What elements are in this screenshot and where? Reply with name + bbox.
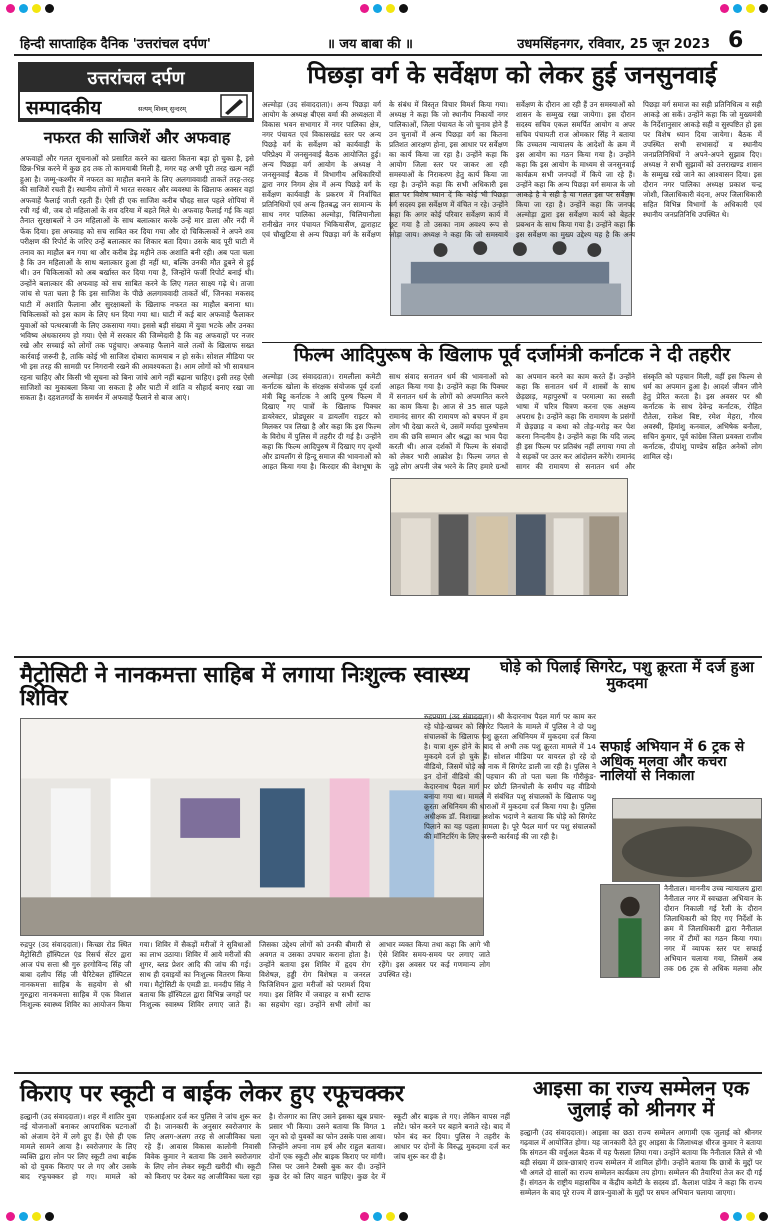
quill-pen-icon [220,94,248,118]
header-paper-label: हिन्दी साप्ताहिक दैनिक 'उत्तरांचल दर्पण' [20,37,211,52]
masthead-section-title: सम्पादकीय [26,97,102,119]
bottom-left-color-dots [6,1212,54,1221]
masthead-paper-name: उत्तरांचल दर्पण [87,68,185,89]
health-camp-headline: मैट्रोसिटी ने नानकमत्ता साहिब में लगाया निःशुल्क स्वास्थ्य शिविर [20,663,470,712]
worker-photo [600,884,660,978]
masthead-box [18,62,254,122]
editorial-body: अफवाहों और गलत सूचनाओं को प्रसारित करने का खतरा कितना बड़ा हो चुका है, इसे छिन्न-भिन्न करने में कुछ हद तक तो कामयाबी मिली है, मगर यह अभी पूरी तरह खत्म नहीं हुआ है। जम्मू-कश्मीर में नफरत का माहौल बनाने के लिए अलगाववादी ताकतें तरह-तरह की साजिशें रचती हैं। स्थानीय लोगों में भारत सरकार और व्यवस्था के खिलाफ अक्सर वहां अफवाहें फैलाई जाती रहती हैं। ऐसी ही एक साजिश करीब चौदह साल पहले शोपियां में रची गई थी, जब दो महिलाओं के शव दरिया में बहते मिले थे। अफवाह फैलाई गई कि वहां तैनात सुरक्षाबलों ने उन महिलाओं के साथ बलात्कार करके उन्हें मार डाला और नदी में फेंक दिया। इस अफवाह को सच साबित कर दिया गया और दो चिकित्सकों ने अपने शव परीक्षण की रिपोर्ट के जरिए उन्हें बलात्कार का शिकार बता दिया। उसके बाद पूरी घाटी में तनाव का माहौल बन गया था और करीब डेढ़ महीने तक अशांति बनी रही। अब पता चला है कि उन महिलाओं के साथ बलात्कार हुआ ही नहीं था, बल्कि उनकी मौत डूबने से हुई थी। उन चिकित्सकों को अब बर्खास्त कर दिया गया है, जिन्होंने फर्जी रिपोर्ट बनाई थी। उन्होंने बलात्कार की अफवाह को सच साबित करने के लिए गलत साक्ष्य गढ़े थे। ताजा जांच से पता चला है कि इस साजिश के पीछे अलगाववादी ताकतें थीं, जिनका मकसद घाटी में अशांति फैलाना और सुरक्षाबलों के खिलाफ नफरत का माहौल बनाना था। चिकित्सकों को इस काम के लिए धन दिया गया था। घाटी में कई बार अफवाहें फैलाकर युवाओं को पत्थरबाजी के लिए उकसाया गया। इससे बड़ी संख्या में युवा भटके और उनका भविष्य अंधकारमय हो गया। ऐसे में सरकार की जिम्मेदारी है कि वह अफवाहों पर नजर रखे और सच्चाई को लोगों तक पहुंचाए। अफवाह फैलाने वाले तत्वों के खिलाफ सख्त कार्रवाई जरूरी है, ताकि कोई भी साजिश दोबारा कामयाब न हो सके। सोशल मीडिया पर भी इस तरह की सामग्री पर निगरानी रखने की आवश्यकता है। आम लोगों को भी सावधान रहना चाहिए और किसी भी सूचना को बिना जांचे आगे नहीं बढ़ाना चाहिए। इसी तरह ऐसी साजिशों का मुकाबला किया जा सकता है और घाटी में शांति व सौहार्द बनाए रखा जा सकता है। दहशतगर्दों के समर्थन में अफवाहें फैलाने से बाज आएं। [20,154,254,403]
aisa-conference-body: हल्द्वानी (उद संवाददाता)। आइसा का छठा राज्य सम्मेलन आगामी एक जुलाई को श्रीनगर गढ़वाल में आयोजित होगा। यह जानकारी देते हुए आइसा के जिलाध्यक्ष धीरज कुमार ने बताया कि संगठन की वर्चुअल बैठक में यह फैसला लिया गया। उन्होंने बताया कि नैनीताल जिले से भी बड़ी संख्या में छात्र-छात्राएं राज्य सम्मेलन में शामिल होंगी। उन्होंने बताया कि छात्रों के मुद्दों पर भी अगले दो सालों का राज्य सम्मेलन कार्यक्रम तय होगा। सम्मेलन की तैयारियां तेज कर दी गई हैं। संगठन के राष्ट्रीय महासचिव व केंद्रीय कमेटी के सदस्य डॉ. कैलाश पांडेय ने कहा कि राज्य सम्मेलन के बाद पूरे राज्य में छात्र-युवाओं के मुद्दों पर सघन अभियान चलाया जाएगा। [520,1128,762,1197]
debris-photo [612,798,762,882]
masthead-tagline: सत्यम् शिवम् सुन्दरम् [138,105,187,113]
top-right-color-dots [720,4,768,13]
obc-survey-headline: पिछड़ा वर्ग के सर्वेक्षण को लेकर हुई जनसुनवाई [307,61,717,89]
adipurush-headline: फिल्म आदिपुरूष के खिलाफ पूर्व दर्जामंत्री कर्नाटक ने दी तहरीर [293,344,731,366]
adipurush-body: अल्मोड़ा (उद संवाददाता)। रामलीला कमेटी कर्नाटक खोला के संरक्षक संयोजक पूर्व दर्जा मंत्री बिट्टू कर्नाटक ने आदि पुरुष फिल्म में दिखाए गए पात्रों के खिलाफ पिक्चर डायरेक्टर, प्रोड्यूसर व डायलॉग राइटर को मिलकर पत्र लिखा है और कहा कि इस फिल्म के विरोध में पुलिस में तहरीर दी गई है। उन्होंने कहा कि फिल्म आदिपुरुष में दिखाए गए दृश्यों और डायलॉग से हिन्दू समाज की भावनाओं को आहत किया गया है। किरदार की वेशभूषा के साथ संवाद सनातन धर्म की भावनाओं को आहत किया गया है। उन्होंने कहा कि पिक्चर में सनातन धर्म के लोगों को अपमानित करने का काम किया है। आज से 35 साल पहले रामानंद सागर की रामायण को बचपन में हम लोग भी देखा करते थे, उसमें मर्यादा पुरुषोत्तम राम की छवि सम्मान और श्रद्धा का भाव पैदा करती थी। आज दर्शकों में फिल्म के संवादों को लेकर भारी आक्रोश है। फिल्म जगत से जुड़े लोग अपनी जेब भरने के लिए हमारे ग्रन्थों का अपमान करने का काम करते हैं। उन्होंने कहा कि सनातन धर्म में शास्त्रों के साथ छेड़छाड़, महापुरुषों व परमात्मा का सस्ती भाषा में चरित्र चित्रण करना एक अक्षम्य अपराध है। उन्होंने कहा कि रामायण के प्रसंगों में छेड़छाड़ व कथा को तोड़-मरोड़ कर पेश करना निन्दनीय है। उन्होंने कहा कि यदि जल्द ही इस फिल्म पर प्रतिबंध नहीं लगाया गया तो वे सड़कों पर उतर कर आंदोलन करेंगे। रामानंद सागर की रामायण से सनातन धर्म और संस्कृति को पहचान मिली, वहीं इस फिल्म से धर्म का अपमान हुआ है। आदर्श जीवन जीने हेतु प्रेरित करता है। इस अवसर पर श्री कर्नाटक के साथ देवेन्द्र कर्नाटक, रोहित रौतेला, राकेश बिष्ट, रमेश मेहरा, गौरव अवस्थी, हिमांशु कनवाल, अभिषेक बनौला, सचिन कुमार, पूर्व कांग्रेस जिला प्रवक्ता राजीव कर्नाटक, दीपांशु पाण्डेय सहित अनेकों लोग शामिल रहे। [262,372,762,471]
scooty-theft-body: हल्द्वानी (उद संवाददाता)। शहर में शातिर युवा नई योजनाओं बनाकर आपराधिक घटनाओं को अंजाम देने में लगे हुए हैं। ऐसे ही एक मामले सामने आया है। स्वरोजगार के लिए व्यक्ति द्वारा लोन पर लिए स्कूटी तथा बाईक को दो युवक किराए पर ले गए और उसके बाद रफूचक्कर हो गए। मामले को एफ़आईआर दर्ज कर पुलिस ने जांच शुरू कर दी है। जानकारी के अनुसार स्वरोजगार के लिए अलग-अलग तरह से आजीविका चला रहे हैं। आवास विकास कालोनी निवासी विवेक कुमार ने बताया कि उसने स्वरोजगार के लिए लोन लेकर स्कूटी खरीदी थी। स्कूटी को किराए पर देकर वह आजीविका चला रहा है। रोजगार का लिए उसने इसका खूब प्रचार-प्रसार भी किया। उसने बताया कि विगत 1 जून को दो युवकों का फोन उसके पास आया। जिन्होंने अपना नाम हर्ष और राहुल बताया। दोनों एक स्कूटी और बाइक किराए पर मांगी। जिस पर उसने टैक्सी बुक कर दी। उन्होंने कुछ देर को लिए वाहन चाहिए। कुछ देर में स्कूटी और बाइक ले गए। लेकिन वापस नहीं लौटे। फोन करने पर बहाने बनाते रहे। बाद में फोन बंद कर दिया। पुलिस ने तहरीर के आधार पर दोनों के विरुद्ध मुकदमा दर्ज कर जांच शुरू कर दी है। [20,1112,510,1181]
header-slogan: ॥ जय बाबा की ॥ [327,37,413,52]
bottom-center-color-dots [360,1212,408,1221]
editorial-headline: नफरत की साजिशें और अफवाह [43,128,231,147]
cleanliness-drive-headline: सफाई अभियान में 6 ट्रक से अधिक मलवा और कचरा नालियों से निकाला [600,739,745,785]
health-camp-body: रुद्रपुर (उद संवाददाता)। किच्छा रोड स्थित मैट्रोसिटी हॉस्पिटल एंड रिसर्च सेंटर द्वारा आज पंच सत्ता श्री गुरु हरगोविन्द सिंह जी बाबा दलीप सिंह जी चैरिटेबल हॉस्पिटल नानकमत्ता साहिब के सहयोग से श्री गुरुद्वारा नानकमत्ता साहिब में एक विशाल निःशुल्क स्वास्थ्य शिविर का आयोजन किया गया। शिविर में सैकड़ों मरीजों ने सुविधाओं का लाभ उठाया। शिविर में आये मरीजों की शुगर, ब्लड प्रेशर आदि की जांच की गई। साथ ही दवाइयों का निःशुल्क वितरण किया गया। मैट्रोसिटी के एमडी डा. मनदीप सिंह ने बताया कि हॉस्पिटल द्वारा विभिन्न जगहों पर निःशुल्क स्वास्थ्य शिविर लगाए जाते हैं। जिसका उद्देश्य लोगों को उनकी बीमारी से अवगत व उसका उपचार कराना होता है। उन्होंने बताया इस शिविर में हृदय रोग विशेषज्ञ, हड्डी रोग विशेषज्ञ व जनरल फिजिशियन द्वारा मरीजों को परामर्श दिया गया। इस शिविर में जवाहर व सभी स्टाफ का सहयोग रहा। उन्होंने सभी लोगों का आभार व्यक्त किया तथा कहा कि आगे भी ऐसे शिविर समय-समय पर लगाए जाते रहेंगे। इस अवसर पर कई गणमान्य लोग उपस्थित रहे। [20,940,490,1009]
top-center-color-dots [360,4,408,13]
obc-survey-body: अल्मोड़ा (उद संवाददाता)। अन्य पिछड़ा वर्ग आयोग के अध्यक्ष बीएस वर्मा की अध्यक्षता में विकास भवन सभागार में नगर पालिका क्षेत्र, नगर पंचायत एवं विकासखंड स्तर पर अन्य पिछड़े वर्ग के सर्वेक्षण को कार्यवाही के परिप्रेक्ष्य में जनसुनवाई बैठक आयोजित हुई। अन्य पिछड़ा वर्ग आयोग के अध्यक्ष ने जनसुनवाई बैठक में विभागीय अधिकारियों द्वारा नगर निगम क्षेत्र में अन्य पिछड़े वर्ग के सर्वेक्षण कार्यवाही के प्रकरण में निर्वाचित प्रतिनिधियों एवं अन्य हितबद्ध जन सामान्य के साथ नगर पालिका अल्मोड़ा, चिलियानौला रानीखेत नगर पंचायत भिकियासैंण, द्वाराहाट एवं चौखुटिया से अन्य पिछड़ा वर्ग के सर्वेक्षण के संबंध में विस्तृत विचार विमर्श किया गया। अध्यक्ष ने कहा कि जो स्थानीय निकायों नगर पालिकाओं, जिला पंचायत के जो चुनाव होने हैं उन चुनावों में अन्य पिछड़ा वर्ग का कितना प्रतिशत आरक्षण होना, इस आधार पर सर्वेक्षण का कार्य किया जा रहा है। उन्होंने कहा कि आयोग जिला स्तर पर जाकर आ रही समस्याओं के निराकरण हेतु कार्य किया जा रहा है। उन्होंने कहा कि सभी अधिकारी इस बात पर विशेष ध्यान दें कि कोई भी पिछड़ा वर्ग सदस्य इस सर्वेक्षण में वंचित न रहे। उन्होंने कहा कि अगर कोई परिवार सर्वेक्षण कार्य में छूट गया है तो उसका नाम अवश्य रूप से जोड़ा जाय। अध्यक्ष ने कहा कि जो समस्यायें सर्वेक्षण के दौरान आ रही हैं उन समस्याओं को शासन के सम्मुख रखा जायेगा। इस दौरान सदस्य सचिव एकल समर्पित आयोग व अपर सचिव पंचायती राज ओमकार सिंह ने बताया कि उच्चतम न्यायालय के आदेशों के क्रम में इस आयोग का गठन किया गया है। उन्होंने कहा कि इस आयोग के माध्यम से जनसुनवाई कार्यक्रम सभी जनपदों में किये जा रहे हैं। उन्होंने कहा कि अन्य पिछड़ा वर्ग समाज के जो आकड़े है वे सही है या गलत इस पर सर्वेक्षण किया जा रहा है। उन्होंने कहा कि जनपद अल्मोड़ा द्वारा इस सर्वेक्षण कार्य को बेहतर प्रबन्धन के साथ किया गया है। उन्होंने कहा कि इस सर्वेक्षण का मुख्य उद्देश्य यह है कि अन्य पिछड़ा वर्ग समाज का सही प्रतिनिधित्व व सही आकड़े आ सकें। उन्होंने कहा कि जो मुख्यमंत्री के निर्देशानुसार आकड़े सही व सुस्पष्टित हो इस पर विशेष ध्यान दिया जायेगा। बैठक में उपस्थित सभी सभासदों व स्थानीय जनप्रतिनिधियों ने अपने-अपने सुझाव दिए। अध्यक्ष ने सभी सुझावों को उत्तराखण्ड शासन के सम्मुख रखे जाने का आश्वासन दिया। इस दौरान नगर पालिका अध्यक्ष प्रकाश चन्द्र जोशी, जिलाधिकारी वंदना, अपर जिलाधिकारी सहित विभिन्न विभागों के अधिकारी एवं स्थानीय जनप्रतिनिधि उपस्थित थे। [262,100,762,239]
bottom-right-color-dots [720,1212,768,1221]
health-camp-photo [20,718,484,936]
cleanliness-drive-body: नैनीताल। माननीय उच्च न्यायालय द्वारा नैनीताल नगर में स्वच्छता अभियान के दौरान निकाली गई रैली के दौरान जिलाधिकारी को दिए गए निर्देशों के क्रम में जिलाधिकारी द्वारा नैनीताल नगर में टीमों का गठन किया गया। नगर में व्यापक स्तर पर सफाई अभियान चलाया गया, जिसमें अब तक 06 ट्रक से अधिक मलवा और [664,884,762,973]
scooty-theft-headline: किराए पर स्कूटी व बाईक लेकर हुए रफूचक्कर [20,1081,405,1107]
header-rule [14,54,762,56]
horse-cigarette-headline: घोड़े को पिलाई सिगरेट, पशु क्रूरता में दर्ज हुआ मुकदमा [500,658,754,692]
aisa-conference-headline: आइसा का राज्य सम्मेलन एक जुलाई को श्रीनगर में [532,1076,750,1121]
horse-cigarette-body: रुद्रप्रयाग (उद संवाददाता)। श्री केदारनाथ पैदल मार्ग पर काम कर रहे घोड़े-खच्चर को सिगरेट पिलाने के मामले में पुलिस ने दो पशु संचालकों के खिलाफ पशु क्रूरता अधिनियम में मुकदमा दर्ज किया है। यात्रा शुरू होने के बाद से अभी तक पशु क्रूरता मामले में 14 मुकदमे दर्ज हो चुके हैं। सोशल मीडिया पर वायरल हो रहे दो वीडियो, जिसमें घोड़े को नाक में सिगरेट डाली जा रही है। पुलिस ने इन दोनों वीडियो की पहचान की तो पता चला कि गौरीकुंड-केदारनाथ पैदल मार्ग पर छोटी लिनचोली के समीप यह वीडियो बनाया गया था। मामले में संबंधित पशु संचालकों के खिलाफ पशु क्रूरता अधिनियम की धाराओं में मुकदमा दर्ज किया गया है। पुलिस अधीक्षक डॉ. विशाखा अशोक भदाणे ने बताया कि घोड़े को सिगरेट पिलाने का यह पहला मामला है। पूरे पैदल मार्ग पर पशु संचालकों की मॉनिटरिंग के लिए जरूरी कार्रवाई की जा रही है। [424,712,596,841]
header-dateline: उधमसिंहनगर, रविवार, 25 जून 2023 [517,37,710,52]
top-left-color-dots [6,4,54,13]
page-number: 6 [728,28,744,53]
